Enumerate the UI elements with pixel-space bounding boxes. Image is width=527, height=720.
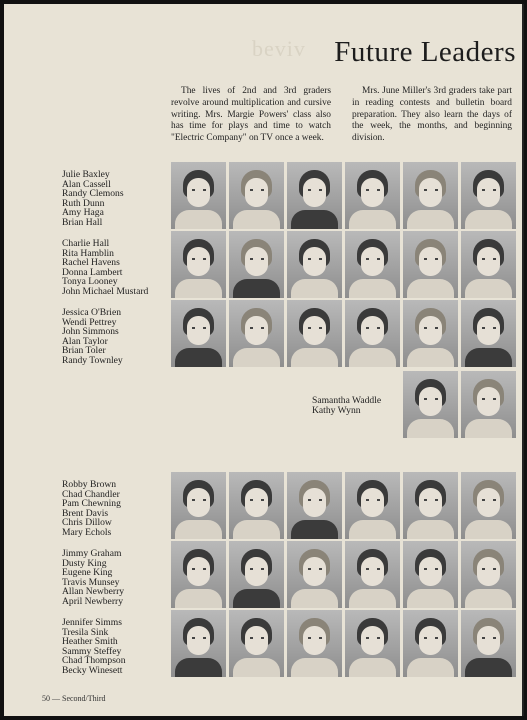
student-name: Brent Davis <box>62 507 109 519</box>
student-portrait <box>461 371 516 438</box>
student-portrait <box>171 472 226 539</box>
student-portrait <box>345 231 400 298</box>
student-portrait <box>287 162 342 229</box>
student-portrait <box>461 231 516 298</box>
student-portrait <box>345 300 400 367</box>
student-portrait <box>171 162 226 229</box>
student-portrait <box>287 231 342 298</box>
student-portrait <box>403 610 458 677</box>
student-portrait <box>229 610 284 677</box>
student-name: Alan Taylor <box>62 335 108 347</box>
student-portrait <box>171 541 226 608</box>
name-list-row-7 <box>62 618 126 676</box>
student-name: Travis Munsey <box>62 576 120 588</box>
student-portrait <box>345 162 400 229</box>
student-portrait <box>403 371 458 438</box>
student-name: Charlie Hall <box>62 238 110 249</box>
student-portrait <box>345 472 400 539</box>
student-portrait <box>229 231 284 298</box>
student-portrait <box>403 300 458 367</box>
name-list-row-1 <box>62 170 124 228</box>
student-portrait <box>461 300 516 367</box>
intro-paragraph-right: Mrs. June Miller's 3rd graders take part in reading contests and bulletin board preparation. They also learn the days of the week, the months, and beginning division. <box>352 86 512 144</box>
student-name: John Simmons <box>62 326 119 338</box>
student-portrait <box>287 300 342 367</box>
student-name: Brian Hall <box>62 216 103 228</box>
student-portrait <box>403 541 458 608</box>
student-name: Randy Clemons <box>62 188 124 200</box>
student-portrait <box>171 300 226 367</box>
student-name: Randy Townley <box>62 354 123 366</box>
student-portrait <box>461 162 516 229</box>
student-name: Donna Lambert <box>62 266 123 278</box>
yearbook-page <box>4 4 524 716</box>
student-name: Jessica O'Brien <box>62 307 122 318</box>
student-portrait <box>403 231 458 298</box>
name-list-row-2 <box>62 239 148 297</box>
student-portrait <box>287 472 342 539</box>
page-footer: 50 — Second/Third <box>42 694 106 703</box>
student-name: Rita Hamblin <box>62 247 114 259</box>
student-name: Eugene King <box>62 567 113 579</box>
student-name: Pam Chewning <box>62 498 121 510</box>
student-portrait <box>229 541 284 608</box>
student-portrait <box>287 541 342 608</box>
student-name: Becky Winesett <box>62 664 123 676</box>
student-portrait <box>461 610 516 677</box>
student-name: Mary Echols <box>62 526 112 538</box>
student-portrait <box>171 231 226 298</box>
student-name: Tresila Sink <box>62 626 109 638</box>
student-portrait <box>229 472 284 539</box>
student-portrait <box>171 610 226 677</box>
name-list-row-6 <box>62 549 124 607</box>
student-portrait <box>229 300 284 367</box>
student-name: Julie Baxley <box>62 169 110 180</box>
student-portrait <box>345 541 400 608</box>
name-list-row-5 <box>62 480 121 538</box>
student-portrait <box>403 162 458 229</box>
bleed-through-text: beviv <box>252 36 306 61</box>
student-name: Tonya Looney <box>62 276 118 288</box>
student-name: John Michael Mustard <box>62 285 149 297</box>
student-name: Chad Chandler <box>62 488 120 500</box>
student-portrait <box>403 472 458 539</box>
student-name: Kathy Wynn <box>312 405 361 417</box>
student-portrait <box>229 162 284 229</box>
student-portrait <box>461 541 516 608</box>
student-name: Wendi Pettrey <box>62 316 117 328</box>
student-name: April Newberry <box>62 595 124 607</box>
student-name: Samantha Waddle <box>312 395 382 406</box>
student-name: Allan Newberry <box>62 586 125 598</box>
page-title: Future Leaders <box>334 36 516 68</box>
student-name: Dusty King <box>62 557 107 569</box>
student-name: Amy Haga <box>62 207 104 219</box>
student-name: Robby Brown <box>62 479 117 490</box>
name-list-row-3 <box>62 308 123 366</box>
student-portrait <box>287 610 342 677</box>
student-name: Rachel Havens <box>62 257 120 269</box>
student-name: Jennifer Simms <box>62 617 122 628</box>
student-name: Ruth Dunn <box>62 197 105 209</box>
student-portrait <box>461 472 516 539</box>
student-name: Sammy Steffey <box>62 645 122 657</box>
student-name: Alan Cassell <box>62 178 111 190</box>
student-name: Jimmy Graham <box>62 548 122 559</box>
student-name: Heather Smith <box>62 636 118 648</box>
student-name: Chris Dillow <box>62 517 112 529</box>
intro-paragraph-left: The lives of 2nd and 3rd graders revolve around multiplication and cursive writing. Mrs. Margie Powers' class also has time for plays and time to watch "Electric Company" on TV once a week. <box>171 86 331 144</box>
student-name: Brian Toler <box>62 345 106 357</box>
name-list-row-4 <box>312 396 381 417</box>
student-portrait <box>345 610 400 677</box>
student-name: Chad Thompson <box>62 655 126 667</box>
